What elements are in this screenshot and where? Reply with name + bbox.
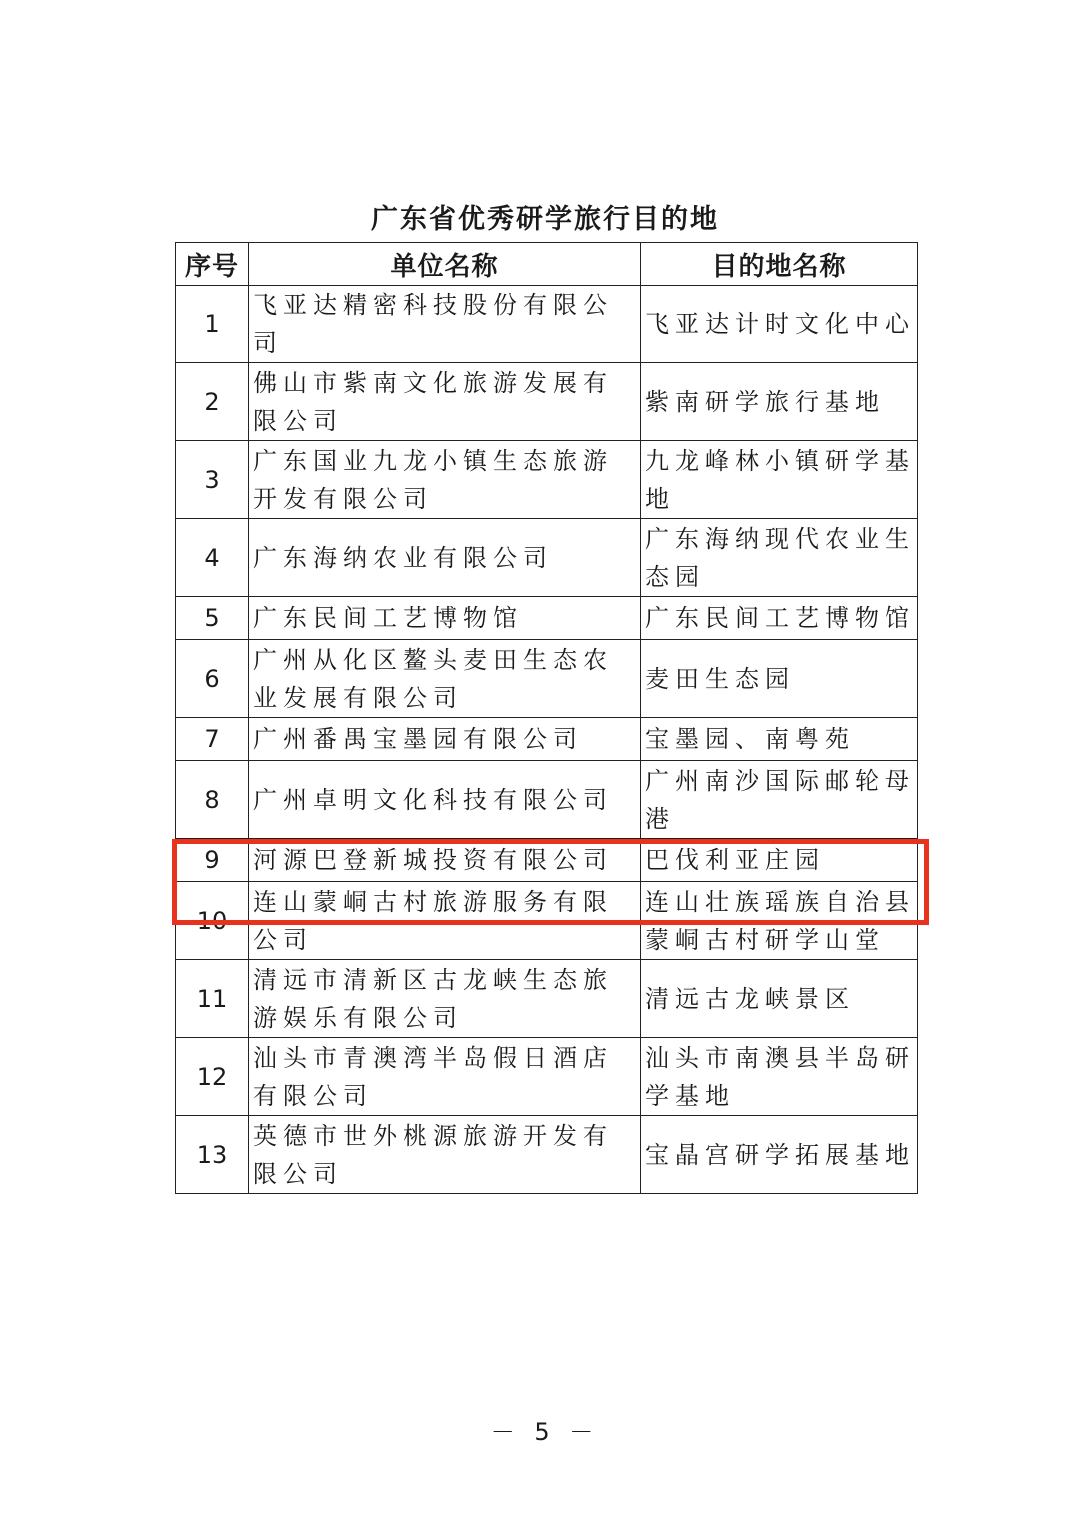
destinations-table <box>175 242 918 1194</box>
row-unit-name: 广东国业九龙小镇生态旅游开发有限公司 <box>249 441 641 519</box>
table-row <box>176 718 918 761</box>
table-row <box>176 960 918 1038</box>
row-destination-name: 宝晶宫研学拓展基地 <box>641 1116 918 1194</box>
page-number: － 5 － <box>490 1418 600 1446</box>
row-index: 7 <box>176 718 249 761</box>
row-unit-name: 清远市清新区古龙峡生态旅游娱乐有限公司 <box>249 960 641 1038</box>
row-destination-name: 巴伐利亚庄园 <box>641 839 918 882</box>
row-destination-name: 麦田生态园 <box>641 640 918 718</box>
table-header-row <box>176 243 918 286</box>
row-destination-name: 宝墨园、南粤苑 <box>641 718 918 761</box>
document-title: 广东省优秀研学旅行目的地 <box>371 204 719 235</box>
row-destination-name: 广州南沙国际邮轮母港 <box>641 761 918 839</box>
table-row <box>176 597 918 640</box>
header-destination-name: 目的地名称 <box>641 243 918 286</box>
row-index: 12 <box>176 1038 249 1116</box>
row-destination-name: 连山壮族瑶族自治县蒙峒古村研学山堂 <box>641 882 918 960</box>
row-destination-name: 汕头市南澳县半岛研学基地 <box>641 1038 918 1116</box>
row-unit-name: 英德市世外桃源旅游开发有限公司 <box>249 1116 641 1194</box>
row-destination-name: 飞亚达计时文化中心 <box>641 286 918 363</box>
row-unit-name: 河源巴登新城投资有限公司 <box>249 839 641 882</box>
row-unit-name: 广州番禺宝墨园有限公司 <box>249 718 641 761</box>
row-index: 4 <box>176 519 249 597</box>
row-unit-name: 广东海纳农业有限公司 <box>249 519 641 597</box>
row-index: 1 <box>176 286 249 363</box>
row-index: 11 <box>176 960 249 1038</box>
row-unit-name: 广东民间工艺博物馆 <box>249 597 641 640</box>
header-index: 序号 <box>176 243 249 286</box>
row-destination-name: 广东海纳现代农业生态园 <box>641 519 918 597</box>
row-index: 8 <box>176 761 249 839</box>
row-destination-name: 清远古龙峡景区 <box>641 960 918 1038</box>
table-row <box>176 519 918 597</box>
table-row <box>176 363 918 441</box>
row-unit-name: 连山蒙峒古村旅游服务有限公司 <box>249 882 641 960</box>
table-row <box>176 1116 918 1194</box>
row-unit-name: 佛山市紫南文化旅游发展有限公司 <box>249 363 641 441</box>
table-row <box>176 441 918 519</box>
row-unit-name: 飞亚达精密科技股份有限公司 <box>249 286 641 363</box>
table-row-highlighted <box>176 882 918 960</box>
row-index: 10 <box>176 882 249 960</box>
header-unit-name: 单位名称 <box>249 243 641 286</box>
table-row <box>176 286 918 363</box>
table-row <box>176 761 918 839</box>
table-row <box>176 640 918 718</box>
row-unit-name: 广州从化区鳌头麦田生态农业发展有限公司 <box>249 640 641 718</box>
row-destination-name: 紫南研学旅行基地 <box>641 363 918 441</box>
table-row <box>176 1038 918 1116</box>
row-index: 9 <box>176 839 249 882</box>
row-index: 2 <box>176 363 249 441</box>
row-index: 3 <box>176 441 249 519</box>
row-unit-name: 汕头市青澳湾半岛假日酒店有限公司 <box>249 1038 641 1116</box>
row-destination-name: 九龙峰林小镇研学基地 <box>641 441 918 519</box>
row-index: 13 <box>176 1116 249 1194</box>
row-unit-name: 广州卓明文化科技有限公司 <box>249 761 641 839</box>
row-index: 5 <box>176 597 249 640</box>
row-destination-name: 广东民间工艺博物馆 <box>641 597 918 640</box>
table-row <box>176 839 918 882</box>
row-index: 6 <box>176 640 249 718</box>
